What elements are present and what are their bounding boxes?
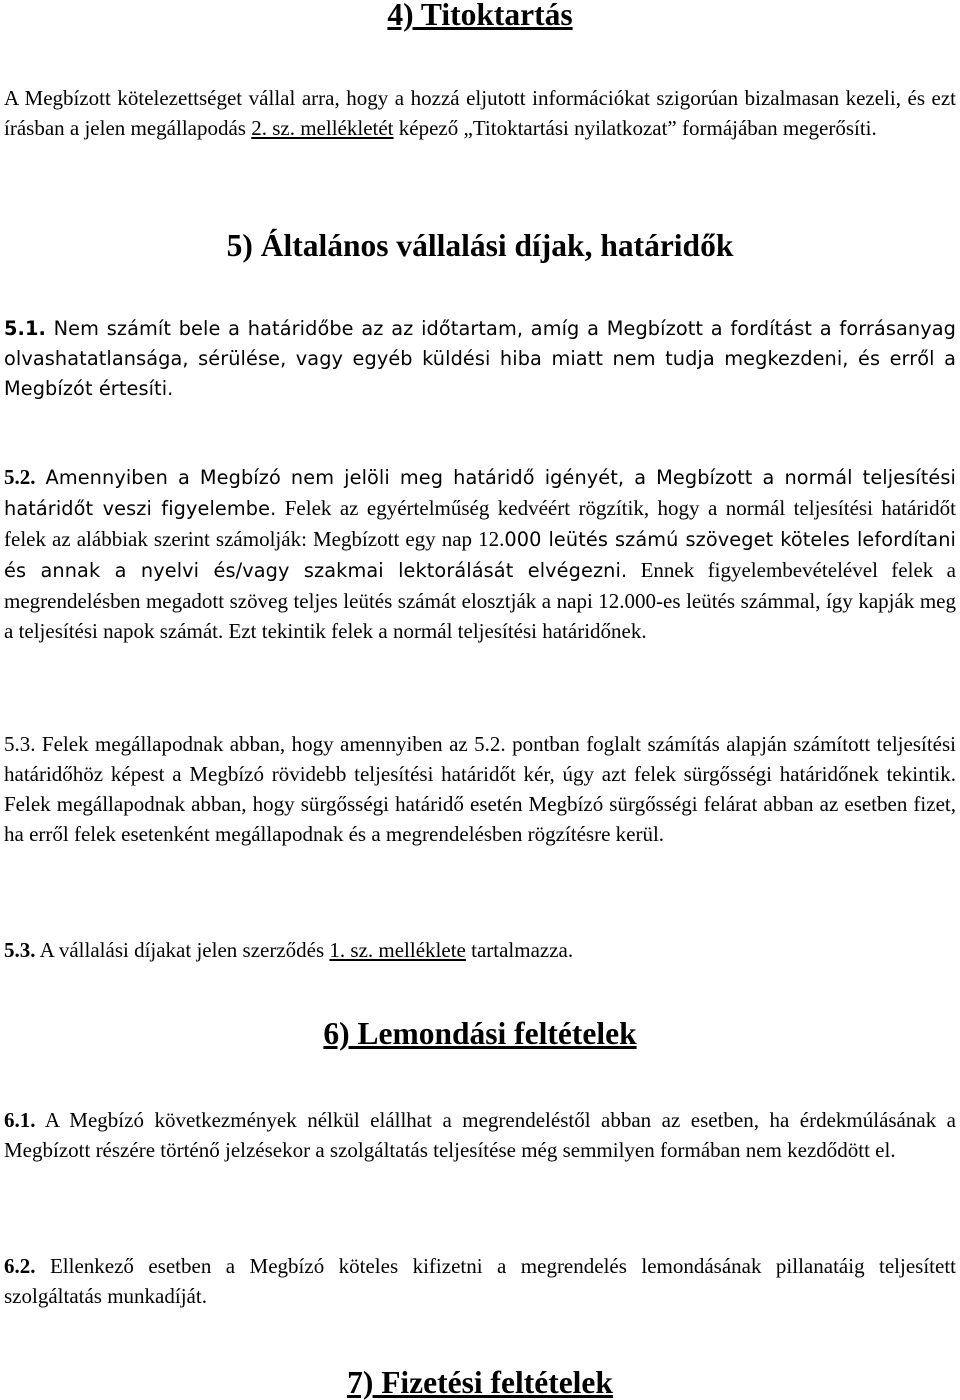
- paragraph-text: A Megbízott kötelezettséget vállal arra, hogy a hozzá eljutott információkat szigorúan bizalmasan kezeli, és ezt írásban a jelen megállapodás: [4, 86, 956, 140]
- clause-5-3-urgent: 5.3. Felek megállapodnak abban, hogy amennyiben az 5.2. pontban foglalt számítás alapján számított teljesítési határidőhöz képest a Megbízó rövidebb teljesítési határidőt kér, úgy azt felek sürgősségi határidőnek tekintik. Felek megállapodnak abban, hogy sürgősségi határidő esetén Megbízó sürgősségi felárat abban az esetben fizet, ha erről felek esetenként megállapodnak és a megrendelésben rögzítésre kerül.: [4, 732, 956, 846]
- clause-text: A Megbízó következmények nélkül elállhat a megrendeléstől abban az esetben, ha érdekmúlásának a Megbízott részére történő jelzésekor a szolgáltatás teljesítése még semmilyen formában nem kezdődött el.: [4, 1108, 956, 1162]
- clause-6-2: [4, 1251, 956, 1311]
- clause-text: Felek az egyértelműség kedvéért rögzítik, hogy a normál teljesítési határidőt felek az alábbiak szerint számolják: Megbízott egy nap 12.: [4, 496, 956, 551]
- clause-number: 5.1.: [4, 317, 46, 340]
- section-4-paragraph: [4, 83, 956, 143]
- clause-text: Amennyiben a Megbízó nem jelöli meg határidő igényét, a Megbízott a normál teljesítési határidőt veszi figyelembe.: [4, 466, 956, 520]
- clause-text: Ennek figyelembevételével felek a megrendelésben megadott szöveg teljes leütés számát elosztják a napi 12.000-es leütés számmal, így kapják meg a teljesítési napok számát. Ezt tekintik felek a normál teljesítési határidőnek.: [4, 558, 957, 643]
- clause-5-2: [4, 462, 956, 646]
- clause-text: 000 leütés számú szöveget köteles lefordítani és annak a nyelvi és/vagy szakmai lektorálását elvégezni.: [4, 528, 957, 582]
- clause-number: 5.2.: [4, 465, 36, 489]
- paragraph-text: képező „Titoktartási nyilatkozat” formájában megerősíti.: [393, 116, 877, 140]
- clause-text: Ellenkező esetben a Megbízó köteles kifizetni a megrendelés lemondásának pillanatáig teljesített szolgáltatás munkadíját.: [4, 1254, 956, 1308]
- clause-text: Nem számít bele a határidőbe az az időtartam, amíg a Megbízott a fordítást a forrásanyag olvashatatlansága, sérülése, vagy egyéb küldési hiba miatt nem tudja megkezdeni, és erről a Megbízót értesíti.: [4, 317, 956, 400]
- clause-6-1: [4, 1105, 956, 1165]
- clause-5-3-fees: [4, 935, 956, 965]
- clause-text: tartalmazza.: [465, 938, 574, 962]
- section-4-heading: 4) Titoktartás: [387, 0, 573, 32]
- clause-number: 6.2.: [4, 1254, 36, 1278]
- attachment-reference: 2. sz. mellékletét: [251, 116, 394, 140]
- section-5-heading: 5) Általános vállalási díjak, határidők: [226, 228, 734, 263]
- clause-text: A vállalási díjakat jelen szerződés: [35, 938, 330, 962]
- attachment-reference: 1. sz. melléklete: [329, 938, 466, 962]
- clause-number: 6.1.: [4, 1108, 36, 1132]
- section-7-heading: 7) Fizetési feltételek: [347, 1365, 613, 1400]
- clause-5-1: [4, 314, 956, 404]
- section-6-heading: 6) Lemondási feltételek: [323, 1016, 637, 1051]
- clause-number: 5.3.: [4, 938, 36, 962]
